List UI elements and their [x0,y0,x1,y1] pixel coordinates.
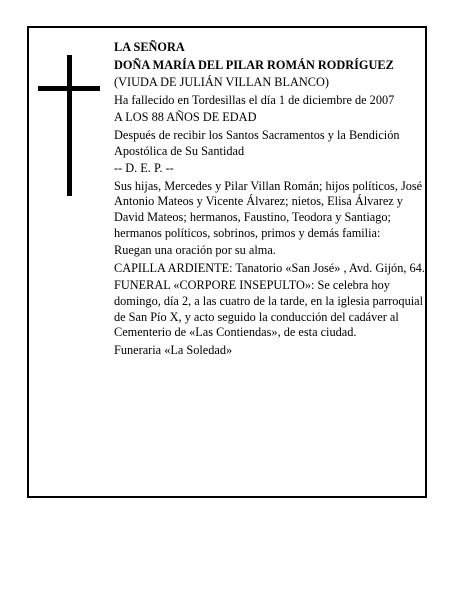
widow-line: (VIUDA DE JULIÁN VILLAN BLANCO) [114,75,329,90]
cross-icon [67,55,72,196]
funeral-home-line: Funeraria «La Soledad» [114,342,233,357]
death-line: Ha fallecido en Tordesillas el día 1 de diciembre de 2007 [114,92,395,107]
cross-icon-bar [38,86,100,91]
rip-line: -- D. E. P. -- [114,161,174,176]
deceased-name: DOÑA MARÍA DEL PILAR ROMÁN RODRÍGUEZ [114,57,394,72]
sacraments-line: Después de recibir los Santos Sacramentos y la Bendición Apostólica de Su Santidad [114,127,400,158]
obituary-text [114,40,426,360]
heading-title: LA SEÑORA [114,40,185,54]
prayer-line: Ruegan una oración por su alma. [114,243,276,258]
funeral-line: FUNERAL «CORPORE INSEPULTO»: Se celebra hoy domingo, día 2, a las cuatro de la tarde, en la iglesia parroquial de San Pío X, y acto seguido la conducción del cadáver al Cementerio de «Las Contiendas», de esta ciudad. [114,278,424,340]
chapel-line: CAPILLA ARDIENTE: Tanatorio «San José» , Avd. Gijón, 64. [114,260,425,275]
age-line: A LOS 88 AÑOS DE EDAD [114,110,257,125]
family-line: Sus hijas, Mercedes y Pilar Villan Román; hijos políticos, José Antonio Mateos y Vicente Álvarez; nietos, Elisa Álvarez y David Mateos; hermanos, Faustino, Teodora y Santiago; hermanos políticos, sobrinos, primos y demás familia: [114,178,423,240]
